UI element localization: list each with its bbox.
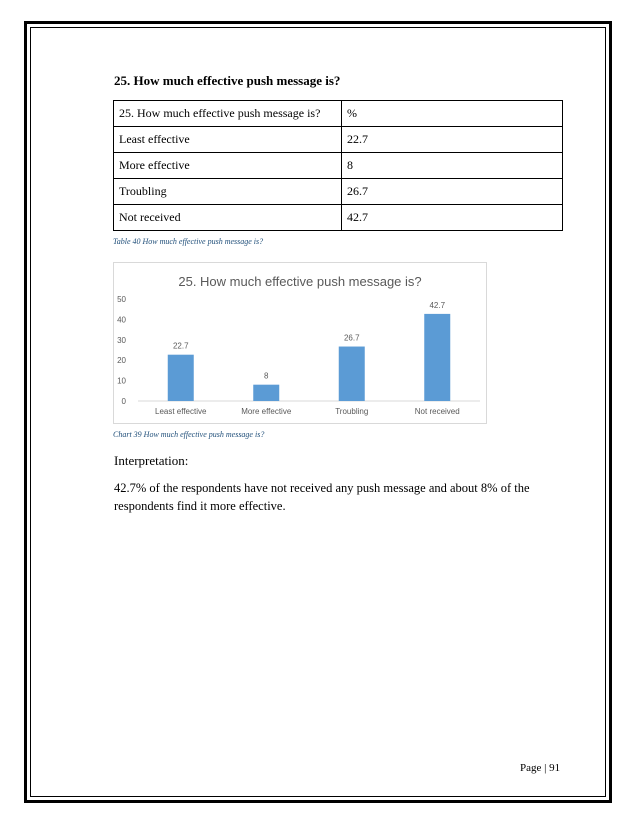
page-number: Page | 91 [520, 762, 561, 774]
table-row [114, 153, 563, 179]
x-tick-label: Least effective [155, 407, 207, 416]
table-row [114, 179, 563, 205]
y-tick-label: 20 [117, 356, 126, 366]
y-tick-label: 50 [117, 295, 126, 304]
data-table [113, 100, 563, 231]
interpretation-label: Interpretation: [114, 453, 189, 468]
table-cell: 8 [342, 153, 563, 179]
x-tick-label: Not received [414, 407, 460, 416]
y-tick-label: 30 [117, 335, 126, 345]
chart-container [113, 262, 487, 424]
table-row [114, 205, 563, 231]
bar-chart [114, 263, 486, 423]
interpretation-text: 42.7% of the respondents have not received any push message and about 8% of the respondents find it more effective. [114, 481, 530, 513]
x-tick-label: More effective [241, 407, 292, 416]
y-tick-label: 10 [117, 376, 126, 386]
table-cell: Not received [114, 205, 342, 231]
table-cell: 26.7 [342, 179, 563, 205]
data-label: 8 [264, 371, 269, 381]
y-tick-label: 40 [117, 315, 126, 325]
table-cell: 42.7 [342, 205, 563, 231]
y-tick-label: 0 [121, 397, 126, 406]
bar [253, 385, 279, 401]
bar [168, 355, 194, 401]
chart-caption: Chart 39 How much effective push message is? [113, 430, 265, 439]
table-cell: 25. How much effective push message is? [114, 101, 342, 127]
table-cell: More effective [114, 153, 342, 179]
bar [424, 314, 450, 401]
chart-title: 25. How much effective push message is? [178, 274, 422, 289]
table-cell: Troubling [114, 179, 342, 205]
table-row [114, 101, 563, 127]
x-tick-label: Troubling [335, 407, 369, 416]
table-cell: 22.7 [342, 127, 563, 153]
table-row [114, 127, 563, 153]
data-label: 26.7 [343, 333, 360, 343]
table-caption: Table 40 How much effective push message is? [113, 237, 264, 246]
section-heading: 25. How much effective push message is? [114, 73, 341, 88]
table-cell: % [342, 101, 563, 127]
bar [339, 347, 365, 401]
data-label: 22.7 [172, 341, 189, 351]
data-label: 42.7 [429, 300, 446, 310]
table-cell: Least effective [114, 127, 342, 153]
